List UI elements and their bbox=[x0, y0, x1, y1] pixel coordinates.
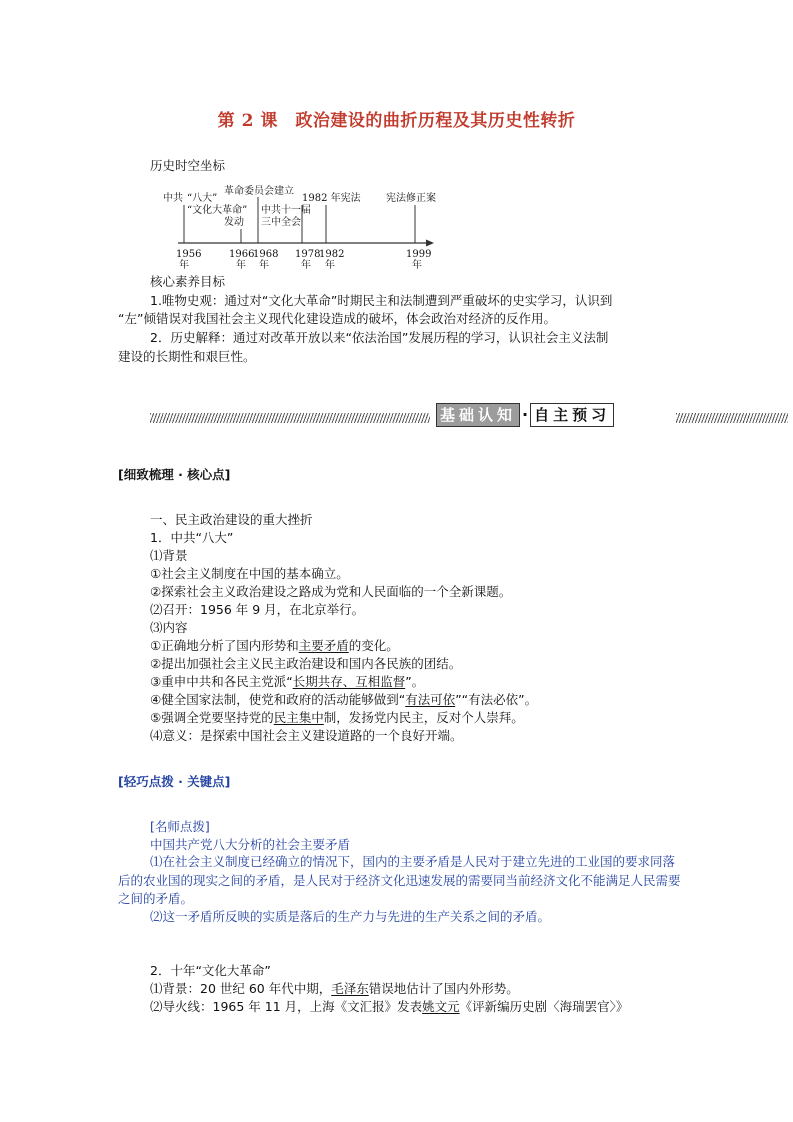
blank-answer: 主要矛盾 bbox=[298, 638, 349, 653]
timeline-event-label: 中共 bbox=[163, 193, 183, 204]
core-item: 建设的长期性和艰巨性。 bbox=[118, 349, 256, 364]
timeline-event-label: 发动 bbox=[224, 217, 244, 228]
content-item: ⑴背景：20 世纪 60 年代中期，毛泽东错误地估计了国内外形势。 bbox=[150, 981, 519, 996]
banner-dot: · bbox=[522, 405, 529, 424]
timeline-tick-unit: 年 bbox=[236, 260, 246, 271]
timeline-event-label: 1982 年宪法 bbox=[302, 193, 361, 204]
banner-hatch-right bbox=[676, 413, 788, 423]
section1-line: ⑴背景 bbox=[150, 548, 188, 563]
timeline-event-label: 中共十一届 bbox=[261, 205, 311, 216]
timeline-event-label: “文化大革命” bbox=[187, 205, 248, 216]
timeline-event-label: “八大” bbox=[187, 193, 218, 204]
content-item: ⑵导火线：1965 年 11 月，上海《文汇报》发表姚文元《评新编历史剧〈海瑞罢官〉》 bbox=[150, 999, 629, 1014]
blank-answer: 长期共存、互相监督 bbox=[292, 674, 406, 689]
tip-label: [名师点拨] bbox=[150, 819, 210, 834]
banner-hatch-left bbox=[150, 413, 430, 423]
section1-line: ①社会主义制度在中国的基本确立。 bbox=[150, 566, 349, 581]
subsection-heading: 2．十年“文化大革命” bbox=[150, 963, 271, 978]
content-item: ③重申中共和各民主党派“长期共存、互相监督”。 bbox=[150, 674, 425, 689]
timeline-tick-year: 1966 bbox=[229, 249, 255, 260]
timeline-event-label: 三中全会 bbox=[261, 217, 301, 228]
blank-answer: 有法可依 bbox=[405, 692, 456, 707]
timeline-tick-unit: 年 bbox=[259, 260, 269, 271]
timeline-tick-unit: 年 bbox=[325, 260, 335, 271]
core-item: 1.唯物史观：通过对“文化大革命”时期民主和法制遭到严重破坏的史实学习，认识到 bbox=[150, 293, 613, 308]
section-heading-key: [轻巧点拨 · 关键点] bbox=[118, 774, 231, 789]
core-item: 2．历史解释：通过对改革开放以来“依法治国”发展历程的学习，认识社会主义法制 bbox=[150, 330, 609, 345]
banner-label-right: 自主预习 bbox=[530, 403, 614, 427]
timeline-event-label: 宪法修正案 bbox=[386, 193, 436, 204]
blank-answer: 毛泽东 bbox=[331, 981, 369, 996]
timeline-tick-unit: 年 bbox=[301, 260, 311, 271]
timeline-tick-year: 1978 bbox=[295, 249, 321, 260]
section-heading-core: [细致梳理 · 核心点] bbox=[118, 467, 231, 482]
banner-label-left: 基础认知 bbox=[436, 403, 520, 427]
section1-line: 1．中共“八大” bbox=[150, 530, 234, 545]
timeline-tick-year: 1982 bbox=[319, 249, 345, 260]
timeline-heading: 历史时空坐标 bbox=[150, 158, 226, 173]
timeline-tick-year: 1968 bbox=[253, 249, 279, 260]
content-item: ①正确地分析了国内形势和主要矛盾的变化。 bbox=[150, 638, 399, 653]
timeline-tick-unit: 年 bbox=[412, 260, 422, 271]
lesson-title: 第 2 课 政治建设的曲折历程及其历史性转折 bbox=[217, 111, 576, 131]
section1-line: 一、民主政治建设的重大挫折 bbox=[150, 512, 313, 527]
content-item: ⑤强调全党要坚持党的民主集中制，发扬党内民主，反对个人崇拜。 bbox=[150, 710, 524, 725]
section1-line: ②探索社会主义政治建设之路成为党和人民面临的一个全新课题。 bbox=[150, 584, 512, 599]
timeline-tick-unit: 年 bbox=[179, 260, 189, 271]
content-item: ⑷意义：是探索中国社会主义建设道路的一个良好开端。 bbox=[150, 728, 463, 743]
timeline-tick-year: 1999 bbox=[406, 249, 432, 260]
core-item: “左”倾错误对我国社会主义现代化建设造成的破坏，体会政治对经济的反作用。 bbox=[118, 311, 556, 326]
section-banner bbox=[436, 403, 614, 431]
core-heading: 核心素养目标 bbox=[150, 274, 226, 289]
timeline-diagram bbox=[160, 183, 440, 273]
timeline-tick-year: 1956 bbox=[176, 249, 202, 260]
content-item: ②提出加强社会主义民主政治建设和国内各民族的团结。 bbox=[150, 656, 462, 671]
tip-title: 中国共产党八大分析的社会主要矛盾 bbox=[150, 837, 351, 852]
content-item: ④健全国家法制，使党和政府的活动能够做到“有法可依”“有法必依”。 bbox=[150, 692, 538, 707]
section1-line: ⑶内容 bbox=[150, 620, 188, 635]
tip-paragraph: ⑵这一矛盾所反映的实质是落后的生产力与先进的生产关系之间的矛盾。 bbox=[150, 909, 551, 924]
timeline-event-label: 革命委员会建立 bbox=[224, 186, 294, 197]
blank-answer: 民主集中 bbox=[273, 710, 324, 725]
timeline-arrow bbox=[426, 240, 434, 247]
blank-answer: 姚文元 bbox=[422, 999, 460, 1014]
section1-line: ⑵召开：1956 年 9 月，在北京举行。 bbox=[150, 602, 365, 617]
tip-paragraph: ⑴在社会主义制度已经确立的情况下，国内的主要矛盾是人民对于建立先进的工业国的要求同落后的农业国的现实之间的矛盾，是人民对于经济文化迅速发展的需要同当前经济文化不能满足人民需要之间的矛盾。 bbox=[118, 854, 681, 906]
